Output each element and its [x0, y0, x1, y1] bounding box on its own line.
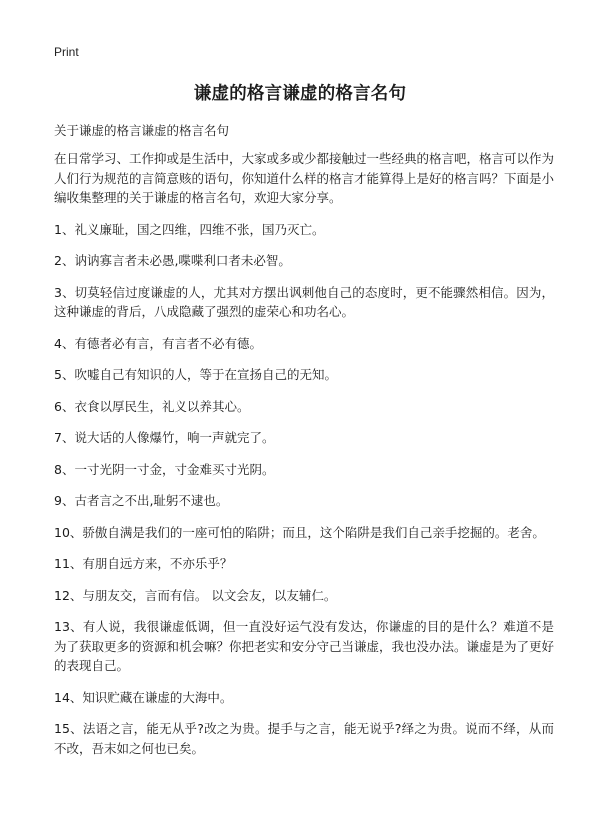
page-subtitle: 关于谦虚的格言谦虚的格言名句	[54, 123, 230, 138]
quote-item: 4、有德者必有言，有言者不必有德。	[54, 335, 262, 351]
quote-item: 6、衣食以厚民生，礼义以养其心。	[54, 398, 250, 414]
print-link[interactable]: Print	[54, 45, 79, 59]
quote-item: 12、与朋友交，言而有信。 以文会友，以友辅仁。	[54, 587, 337, 603]
page-title: 谦虚的格言谦虚的格言名句	[193, 84, 407, 104]
quote-item: 7、说大话的人像爆竹，响一声就完了。	[54, 430, 275, 445]
quote-item: 3、切莫轻信过度谦虚的人，尤其对方摆出讽刺他自己的态度时，更不能骤然相信。因为，这种谦虚的背后，八成隐藏了强烈的虚荣心和功名心。	[54, 284, 554, 319]
quote-item: 2、讷讷寡言者未必愚,喋喋利口者未必智。	[54, 253, 291, 268]
quote-item: 13、有人说，我很谦虚低调，但一直没好运气没有发达，你谦虚的目的是什么？难道不是为了获取更多的资源和机会嘛？你把老实和安分守己当谦虚，我也没办法。谦虚是为了更好的表现自己。	[54, 619, 555, 673]
quote-item: 5、吹嘘自己有知识的人，等于在宣扬自己的无知。	[54, 367, 337, 382]
quote-item: 9、古者言之不出,耻躬不逮也。	[54, 493, 229, 508]
quote-item: 14、知识贮藏在谦虚的大海中。	[54, 689, 233, 705]
quote-item: 1、礼义廉耻，国之四维，四维不张，国乃灭亡。	[54, 221, 325, 237]
intro-paragraph: 在日常学习、工作抑或是生活中，大家或多或少都接触过一些经典的格言吧，格言可以作为人们行为规范的言简意赅的语句，你知道什么样的格言才能算得上是好的格言吗？下面是小编收集整理的关于谦虚的格言名句，欢迎大家分享。	[54, 151, 555, 205]
article-body	[54, 149, 554, 770]
quote-item: 15、法语之言，能无从乎?改之为贵。提手与之言，能无说乎?绎之为贵。说而不绎，从而不改，吾末如之何也已矣。	[54, 721, 554, 756]
quote-item: 11、有朋自远方来，不亦乐乎？	[54, 556, 233, 571]
quote-item: 10、骄傲自满是我们的一座可怕的陷阱；而且，这个陷阱是我们自己亲手挖掘的。老舍。	[54, 524, 545, 540]
quote-item: 8、一寸光阴一寸金，寸金难买寸光阴。	[54, 461, 275, 477]
